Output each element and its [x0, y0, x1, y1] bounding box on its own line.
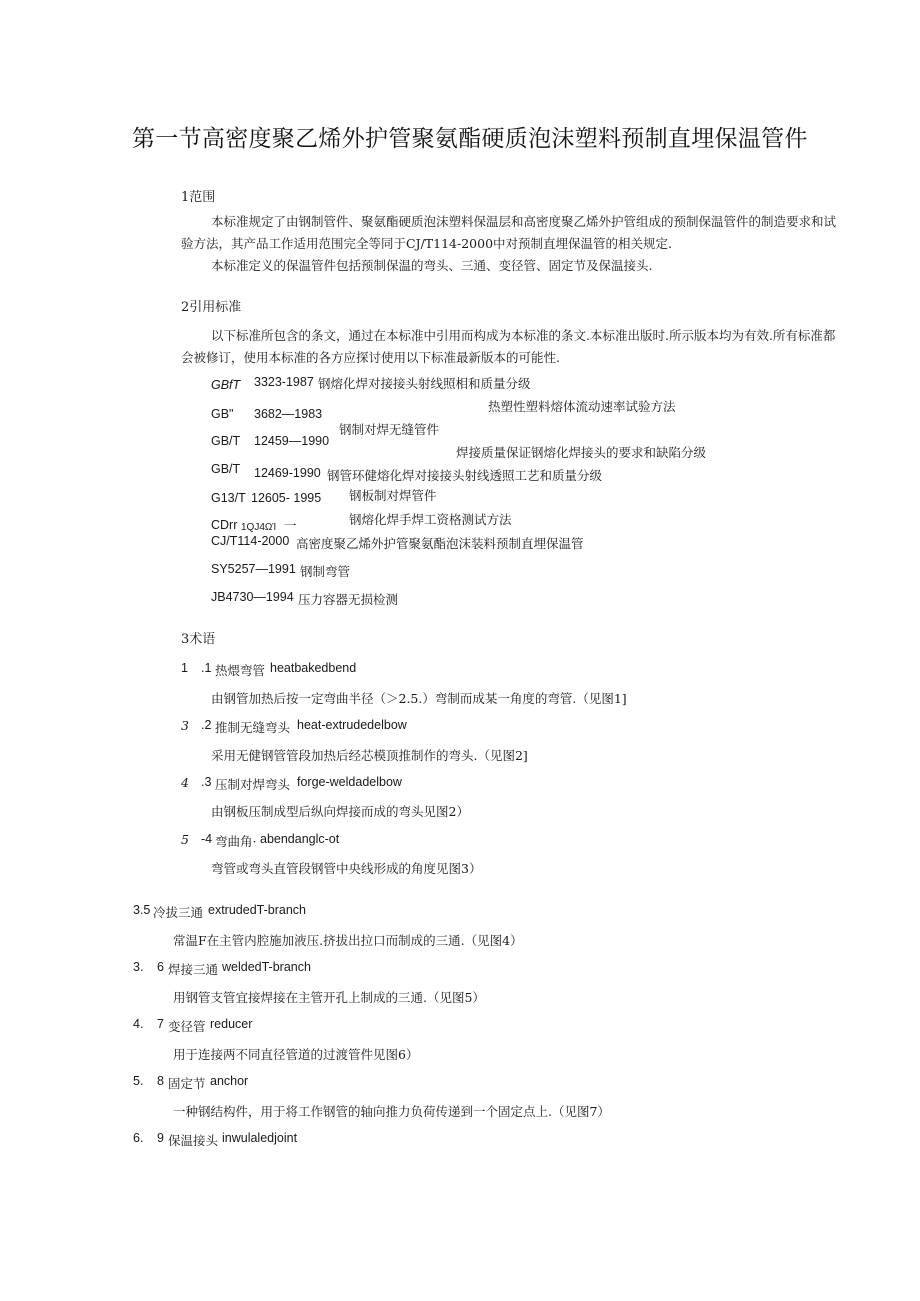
- ref-3-number: 3682—1983: [254, 407, 323, 421]
- term-9-number-a: 6.: [133, 1131, 144, 1145]
- term-5-chinese: 冷拔三通: [153, 905, 204, 920]
- ref-13-code: CJ/T114-2000: [211, 534, 290, 548]
- ref-14-description: 钢制弯管: [300, 564, 351, 579]
- section-1-paragraph-2: 本标准定义的保温管件包括预制保温的弯头、三通、变径管、固定节及保温接头.: [211, 258, 653, 273]
- term-3-english: forge-weldadelbow: [297, 775, 402, 789]
- term-7-definition: 用于连接两不同直径管道的过渡管件见图6）: [173, 1047, 419, 1062]
- ref-1-description: 钢熔化焊对接接头射线照相和质量分级: [318, 376, 531, 391]
- term-3-definition: 由钢板压制成型后纵向焊接而成的弯头见图2）: [211, 804, 469, 819]
- ref-1-code: GBfT: [211, 378, 241, 392]
- term-6-chinese: 焊接三通: [168, 962, 219, 977]
- term-6-number-b: 6: [157, 960, 164, 974]
- ref-15-description: 压力容器无损检测: [298, 592, 399, 607]
- ref-9-number: 12605- 1995: [251, 491, 322, 505]
- term-1-definition: 由钢管加热后按一定弯曲半径（＞2.5.）弯制而成某一角度的弯管.（见图1]: [211, 691, 627, 706]
- ref-5-number: 12459—1990: [254, 434, 330, 448]
- term-7-chinese: 变径管: [168, 1019, 206, 1034]
- term-8-chinese: 固定节: [168, 1076, 206, 1091]
- section-2-heading: 2引用标准: [181, 300, 242, 315]
- ref-14-code: SY5257—1991: [211, 562, 296, 576]
- ref-13-description: 高密度聚乙烯外护管聚氨酯泡沫装料预制直埋保温管: [296, 536, 584, 551]
- term-5-number-a: 3.5: [133, 903, 151, 917]
- term-4-number-b: -4: [201, 832, 213, 846]
- ref-1-number: 3323-1987: [254, 375, 314, 389]
- term-7-number-b: 7: [157, 1017, 164, 1031]
- ref-11-description: 钢熔化焊手焊工资格测试方法: [349, 512, 512, 527]
- ref-8-description: 钢管环健熔化焊对接接头射线透照工艺和质量分级: [327, 468, 603, 483]
- ref-10-description: 钢板制对焊管件: [349, 488, 437, 503]
- ref-9-code: G13/T: [211, 491, 246, 505]
- term-9-chinese: 保温接头: [168, 1133, 219, 1148]
- term-4-english: abendanglc-ot: [260, 832, 340, 846]
- term-8-number-a: 5.: [133, 1074, 144, 1088]
- term-8-english: anchor: [210, 1074, 249, 1088]
- page-title: 第一节高密度聚乙烯外护管聚氨酯硬质泡沫塑料预制直埋保温管件: [132, 126, 808, 152]
- term-4-number-a: 5: [181, 832, 189, 847]
- ref-6-description: 焊接质量保证钢熔化焊接头的要求和缺陷分级: [456, 445, 707, 460]
- term-2-chinese: 推制无缝弯头: [215, 720, 291, 735]
- term-9-number-b: 9: [157, 1131, 164, 1145]
- ref-4-description: 钢制对焊无缝管件: [339, 422, 440, 437]
- ref-15-code: JB4730—1994: [211, 590, 294, 604]
- section-2-paragraph-1: 以下标准所包含的条文，通过在本标准中引用而构成为本标准的条文.本标准出版时.所示版本均为有效.所有标准都会被修订，使用本标准的各方应探讨使用以下标准最新版本的可能性.: [181, 328, 836, 365]
- term-3-chinese: 压制对焊弯头: [215, 777, 291, 792]
- term-1-chinese: 热煨弯管: [215, 663, 266, 678]
- term-2-definition: 采用无健钢管管段加热后经芯模顶推制作的弯头.（见图2]: [211, 748, 528, 763]
- term-2-english: heat-extrudedelbow: [297, 718, 407, 732]
- term-4-definition: 弯管或弯头直管段钢管中央线形成的角度见图3）: [211, 861, 482, 876]
- term-5-definition: 常温F在主管内腔施加液压.挤拔出拉口而制成的三通.（见图4）: [173, 933, 523, 948]
- term-6-english: weldedT-branch: [222, 960, 311, 974]
- term-3-number-b: .3: [201, 775, 212, 789]
- section-1-heading: 1范围: [181, 190, 216, 205]
- ref-3-code: GB": [211, 407, 234, 421]
- term-3-number-a: 4: [181, 775, 189, 790]
- term-1-number-b: .1: [201, 661, 212, 675]
- term-7-number-a: 4.: [133, 1017, 144, 1031]
- term-9-english: inwulaledjoint: [222, 1131, 298, 1145]
- term-8-definition: 一种钢结构件，用于将工作钢管的轴向推力负荷传递到一个固定点上.（见图7）: [173, 1104, 610, 1119]
- term-4-chinese: 弯曲角·: [215, 834, 257, 849]
- ref-12-dash: 一: [284, 518, 297, 533]
- section-1-paragraph-1: 本标准规定了由钢制管件、聚氨酯硬质泡沫塑料保温层和高密度聚乙烯外护管组成的预制保温管件的制造要求和试验方法，其产品工作适用范围完全等同于CJ/T114-2000中对预制直埋保温管的相关规定.: [181, 214, 837, 251]
- ref-12-code: CDrr: [211, 518, 238, 532]
- term-2-number-b: .2: [201, 718, 212, 732]
- ref-12-number: 1QJ4ΩΊ: [241, 522, 277, 533]
- term-1-number-a: 1: [181, 661, 188, 675]
- term-2-number-a: 3: [181, 718, 189, 733]
- term-6-definition: 用钢管支管宜接焊接在主管开孔上制成的三通.（见图5）: [173, 990, 485, 1005]
- term-7-english: reducer: [210, 1017, 253, 1031]
- section-3-heading: 3术语: [181, 632, 216, 647]
- ref-2-description: 热塑性塑料熔体流动速率试验方法: [488, 399, 676, 414]
- term-5-english: extrudedT-branch: [208, 903, 306, 917]
- ref-5-code: GB/T: [211, 434, 241, 448]
- term-1-english: heatbakedbend: [270, 661, 357, 675]
- ref-8-number: 12469-1990: [254, 466, 321, 480]
- term-6-number-a: 3.: [133, 960, 144, 974]
- ref-7-code: GB/T: [211, 462, 241, 476]
- term-8-number-b: 8: [157, 1074, 164, 1088]
